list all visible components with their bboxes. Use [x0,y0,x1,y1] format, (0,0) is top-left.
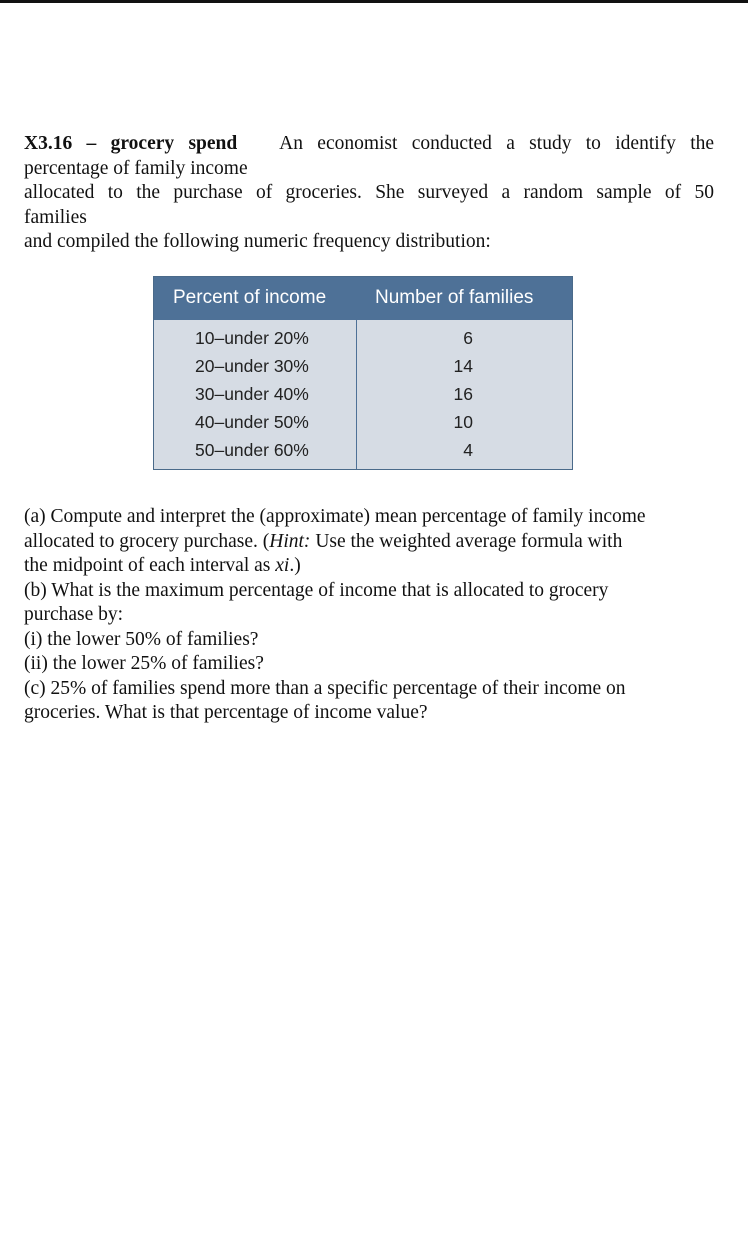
xi-symbol: xi [275,555,290,576]
question-c-line-1: (c) 25% of families spend more than a specific percentage of their income on [24,677,626,699]
problem-intro [24,132,714,255]
question-b-i: (i) the lower 50% of families? [24,628,259,650]
question-a-line-2-end: Use the weighted average formula with [310,530,623,552]
problem-number: X3.16 [24,133,73,154]
count-cell: 4 [463,440,473,460]
count-cell: 16 [453,384,473,404]
range-cell: 30–under 40% [195,384,309,404]
question-a-line-2-start: allocated to grocery purchase. ( [24,530,270,552]
header-number-of-families: Number of families [375,287,534,308]
question-a-line-2 [24,530,714,555]
question-b-line-2: purchase by: [24,604,124,625]
count-cell: 6 [463,328,473,348]
table-row [154,408,572,436]
range-cell: 40–under 50% [195,412,309,432]
count-cell: 10 [453,412,473,432]
problem-topic: grocery spend [110,133,238,154]
header-percent-of-income: Percent of income [173,287,327,308]
intro-line-1 [24,132,714,157]
header-divider [154,319,572,320]
question-a-line-3-start: the midpoint of each interval as [24,555,276,576]
table-row [154,352,572,380]
table-row [154,380,572,408]
intro-line-2: percentage of family income [24,157,248,179]
table-row [154,436,572,464]
question-a-line-3 [24,554,714,579]
range-cell: 50–under 60% [195,440,309,460]
table-row [154,324,572,352]
intro-line-5: and compiled the following numeric frequency distribution: [24,231,491,252]
intro-line-3: allocated to the purchase of groceries. She surveyed a random sample of 50 [24,182,714,203]
question-b-line-1: (b) What is the maximum percentage of income that is allocated to grocery [24,579,609,601]
frequency-table [153,276,573,470]
range-cell: 10–under 20% [195,328,309,348]
table-header [154,277,572,319]
question-a-line-3-end: .) [289,555,301,576]
range-cell: 20–under 30% [195,356,309,376]
question-c-line-2: groceries. What is that percentage of income value? [24,702,428,723]
intro-line-4: families [24,206,87,228]
intro-text-1: An economist conducted a study to identify the [279,133,715,154]
question-a-line-1: (a) Compute and interpret the (approximate) mean percentage of family income [24,506,646,527]
hint-label: Hint: [269,530,311,552]
count-cell: 14 [453,356,473,376]
top-border [0,0,748,3]
problem-dash: – [86,133,97,154]
questions [24,505,714,726]
question-b-ii: (ii) the lower 25% of families? [24,653,264,674]
